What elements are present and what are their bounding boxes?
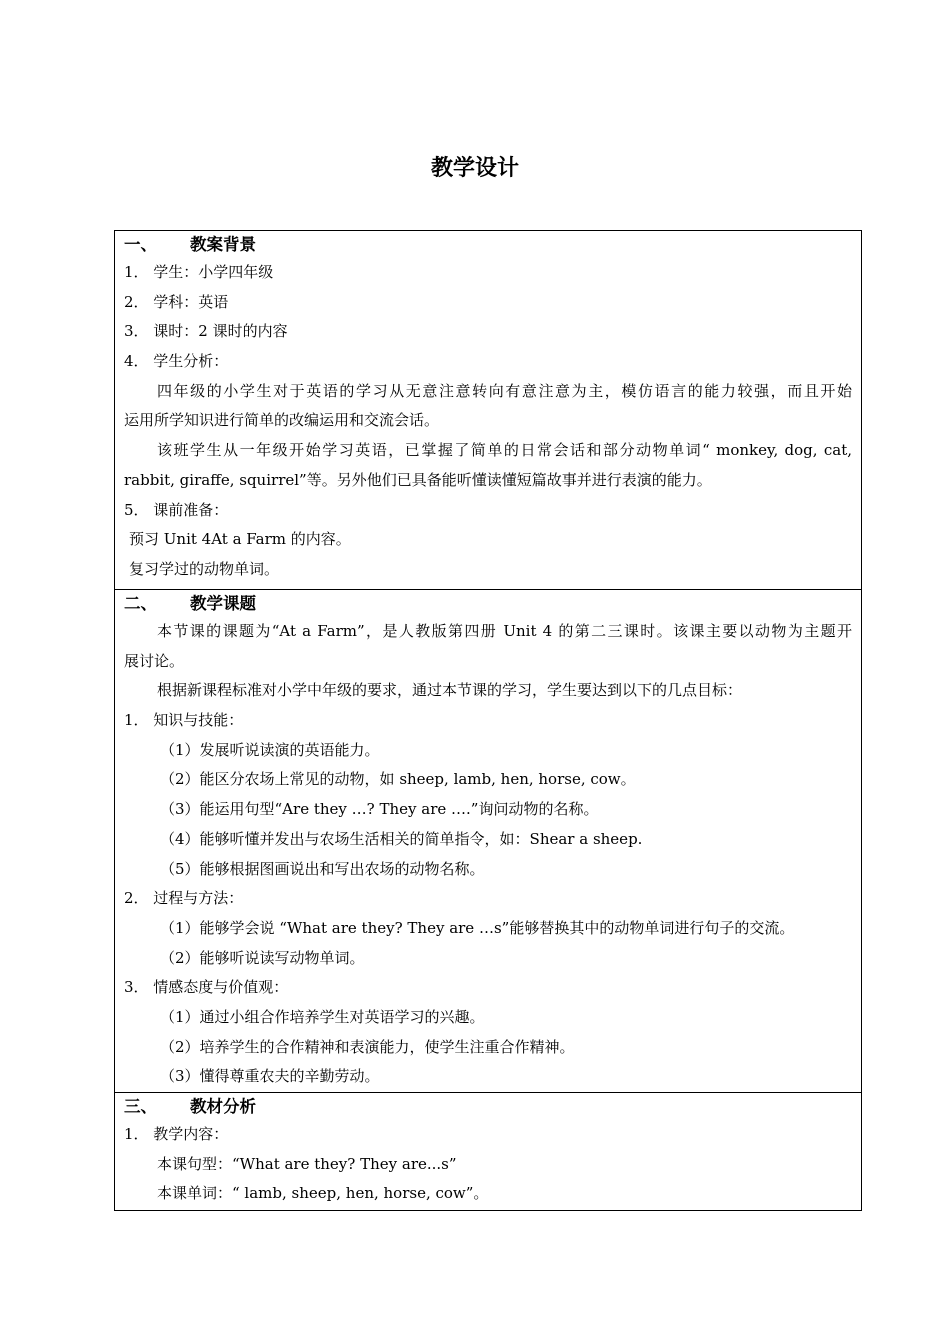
paragraph-line: 1． 知识与技能： <box>124 711 244 730</box>
section-heading <box>115 590 861 617</box>
paragraph-line: （2）培养学生的合作精神和表演能力，使学生注重合作精神。 <box>160 1037 575 1056</box>
section-number: 一、 <box>124 235 157 254</box>
section-material-analysis <box>115 1092 861 1210</box>
paragraph-line: 2． 学科：英语 <box>124 292 229 311</box>
paragraph-line: 1． 学生：小学四年级 <box>124 263 274 281</box>
paragraph-line: （5）能够根据图画说出和写出农场的动物名称。 <box>160 859 485 878</box>
section-title: 教学课题 <box>190 594 256 613</box>
section-title: 教案背景 <box>190 235 256 254</box>
paragraph-line: 3． 情感态度与价值观： <box>124 978 289 997</box>
document-title: 教学设计 <box>430 155 519 181</box>
paragraph-line: （2）能够听说读写动物单词。 <box>160 948 365 967</box>
paragraph-line: 复习学过的动物单词。 <box>129 559 280 578</box>
paragraph-line: 1． 教学内容： <box>124 1125 229 1143</box>
section-lesson-background <box>115 231 861 589</box>
section-number: 三、 <box>124 1097 157 1116</box>
paragraph-line: 2． 过程与方法： <box>124 889 244 908</box>
section-lesson-topic <box>115 589 861 1092</box>
paragraph-line: 5． 课前准备： <box>124 500 229 519</box>
section-heading <box>115 1093 861 1120</box>
paragraph-line: 本节课的课题为“At a Farm”，是人教版第四册 Unit 4 的第二三课时。该课主要以动物为主题开 <box>157 622 852 640</box>
paragraph-line: 本课句型：“What are they? They are...s” <box>157 1154 457 1173</box>
paragraph-line: 本课单词：“ lamb, sheep, hen, horse, cow”。 <box>157 1184 489 1203</box>
paragraph-line: 四年级的小学生对于英语的学习从无意注意转向有意注意为主，模仿语言的能力较强，而且开始 <box>157 381 852 400</box>
section-title: 教材分析 <box>190 1097 256 1116</box>
paragraph-line: （1）能够学会说 “What are they? They are …s”能够替换其中的动物单词进行句子的交流。 <box>160 918 795 937</box>
paragraph-line: 展讨论。 <box>124 651 185 670</box>
paragraph-line: 4． 学生分析： <box>124 352 229 371</box>
paragraph-line: （1）发展听说读演的英语能力。 <box>160 740 380 759</box>
section-number: 二、 <box>124 594 157 613</box>
paragraph-line: （1）通过小组合作培养学生对英语学习的兴趣。 <box>160 1007 485 1026</box>
paragraph-line: 3． 课时：2 课时的内容 <box>124 322 288 341</box>
paragraph-line: （2）能区分农场上常见的动物，如 sheep, lamb, hen, horse, cow。 <box>160 770 636 789</box>
paragraph-line: （4）能够听懂并发出与农场生活相关的简单指令，如：Shear a sheep. <box>160 829 643 848</box>
section-heading <box>115 231 861 258</box>
paragraph-line: （3）能运用句型“Are they …? They are ….”询问动物的名称。 <box>160 800 599 819</box>
paragraph-line: 该班学生从一年级开始学习英语，已掌握了简单的日常会话和部分动物单词“ monkey, dog, cat, <box>157 441 852 460</box>
lesson-plan-table <box>114 230 862 1211</box>
paragraph-line: 根据新课程标准对小学中年级的要求，通过本节课的学习，学生要达到以下的几点目标： <box>157 681 743 700</box>
paragraph-line: 预习 Unit 4At a Farm 的内容。 <box>129 530 351 549</box>
paragraph-line: rabbit, giraffe, squirrel”等。另外他们已具备能听懂读懂短篇故事并进行表演的能力。 <box>124 470 712 489</box>
paragraph-line: 运用所学知识进行简单的改编运用和交流会话。 <box>124 411 440 430</box>
paragraph-line: （3）懂得尊重农夫的辛勤劳动。 <box>160 1067 380 1086</box>
